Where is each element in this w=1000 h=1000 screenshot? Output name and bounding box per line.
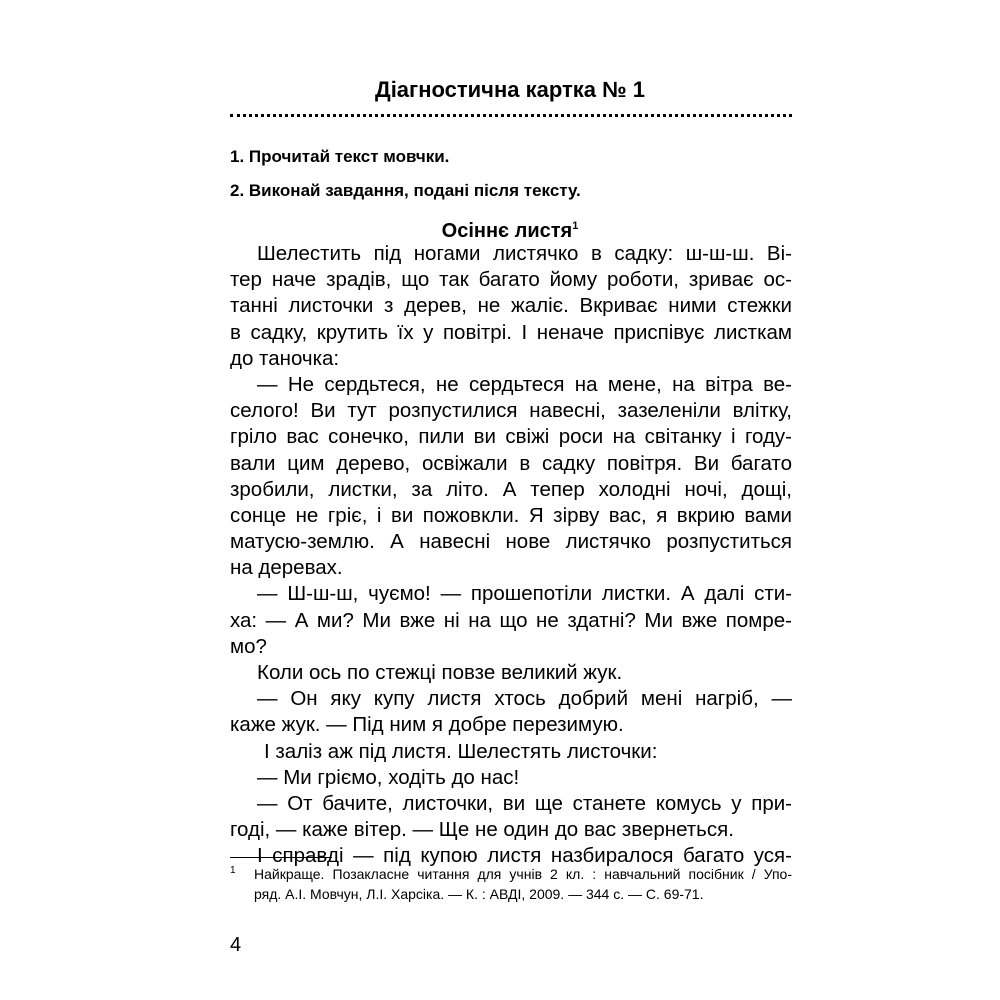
text-line: мо? bbox=[230, 634, 267, 658]
page-number: 4 bbox=[230, 934, 242, 956]
text-line: селого! Ви тут розпустилися навесні, зазеленіли влітку, bbox=[230, 399, 792, 423]
footnote-divider bbox=[230, 857, 332, 858]
footnote-line: ряд. А.І. Мовчун, Л.І. Харсіка. — К. : АВДІ, 2009. — 344 с. — С. 69-71. bbox=[254, 886, 704, 902]
footnote bbox=[230, 864, 792, 904]
text-line: тер наче зрадів, що так багато йому роботи, зриває ос- bbox=[230, 268, 792, 292]
text-line: сонце не гріє, і ви пожовкли. Я зірву вас, я вкрию вами bbox=[230, 503, 792, 527]
text-line: на деревах. bbox=[230, 556, 343, 580]
story-body bbox=[230, 241, 792, 870]
text-line: зробили, листки, за літо. А тепер холодні ночі, дощі, bbox=[230, 477, 792, 501]
task-instruction-2: 2. Виконай завдання, подані після тексту. bbox=[230, 181, 581, 200]
text-line: — Ми гріємо, ходіть до нас! bbox=[257, 765, 520, 789]
text-line: матусю-землю. А навесні нове листячко розпуститься bbox=[230, 530, 792, 554]
page-title: Діагностична картка № 1 bbox=[375, 77, 645, 102]
footnote-reference: 1 bbox=[572, 220, 579, 232]
text-line: І заліз аж під листя. Шелестять листочки: bbox=[264, 739, 658, 763]
story-title-text: Осіннє листя bbox=[441, 220, 573, 242]
text-line: — Не сердьтеся, не сердьтеся на мене, на вітра ве- bbox=[257, 372, 792, 396]
text-line: — Ш-ш-ш, чуємо! — прошепотіли листки. А далі сти- bbox=[257, 582, 792, 606]
text-line: в садку, крутить їх у повітрі. І неначе приспівує листкам bbox=[230, 320, 792, 344]
footnote-mark: 1 bbox=[230, 865, 236, 876]
text-line: танні листочки з дерев, не жаліє. Вкриває ними стежки bbox=[230, 294, 792, 318]
text-line: Шелестить під ногами листячко в садку: ш-ш-ш. Ві- bbox=[257, 242, 792, 265]
footnote-line: Найкраще. Позакласне читання для учнів 2 кл. : навчальний посібник / Упо- bbox=[254, 866, 792, 882]
text-line: гріло вас сонечко, пили ви свіжі роси на світанку і году- bbox=[230, 425, 792, 449]
text-line: вали цим дерево, освіжали в садку повітря. Ви багато bbox=[230, 451, 792, 475]
text-line: до таночка: bbox=[230, 346, 340, 370]
text-line: Коли ось по стежці повзе великий жук. bbox=[257, 661, 623, 684]
text-line: — Он яку купу листя хтось добрий мені нагріб, — bbox=[257, 687, 792, 711]
dotted-divider bbox=[230, 114, 792, 117]
task-instruction-1: 1. Прочитай текст мовчки. bbox=[230, 147, 450, 166]
text-line: ха: — А ми? Ми вже ні на що не здатні? Ми вже помре- bbox=[230, 608, 792, 632]
text-line: годі, — каже вітер. — Ще не один до вас звернеться. bbox=[230, 818, 734, 842]
text-line: каже жук. — Під ним я добре перезимую. bbox=[230, 713, 624, 737]
text-line: І справді — під купою листя назбиралося багато уся- bbox=[257, 844, 792, 868]
text-line: — От бачите, листочки, ви ще станете комусь у при- bbox=[257, 791, 792, 815]
